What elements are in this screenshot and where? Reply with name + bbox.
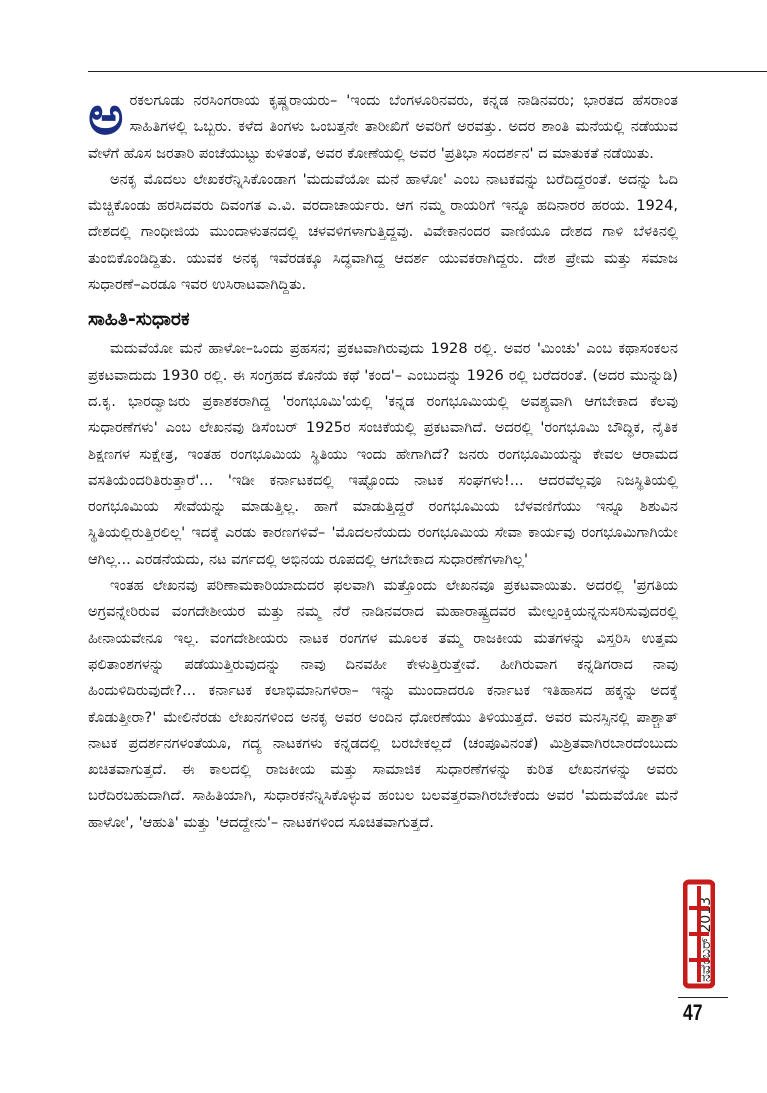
section-heading: ಸಾಹಿತಿ-ಸುಧಾರಕ: [88, 308, 190, 331]
masthead-logo: [683, 878, 715, 990]
intro-text: ರಕಲಗೂಡು ನರಸಿಂಗರಾಯ ಕೃಷ್ಣರಾಯರು– 'ಇಂದು ಬೆಂಗಳೂರಿನವರು, ಕನ್ನಡ ನಾಡಿನವರು; ಭಾರತದ ಹೆಸರಾಂತ ಸಾಹಿತಿಗಳಲ್ಲಿ ಒಬ್ಬರು. ಕಳೆದ ತಿಂಗಳು ಒಂಬತ್ತನೇ ತಾರೀಖಿಗೆ ಅವರಿಗೆ ಅರವತ್ತು. ಅದರ ಶಾಂತಿ ಮನೆಯಲ್ಲಿ ನಡೆಯುವ ವೇಳೆಗೆ ಹೊಸ ಜರತಾರಿ ಪಂಚೆಯುಟ್ಟು ಕುಳಿತಂತೆ, ಅವರ ಕೋಣೆಯಲ್ಲಿ ಅವರ 'ಪ್ರತಿಭಾ ಸಂದರ್ಶನ' ದ ಮಾತುಕತೆ ನಡೆಯಿತು.: [88, 92, 678, 162]
page-number-rule: [678, 997, 728, 998]
article-paragraph-intro: [88, 83, 678, 167]
magazine-masthead: [683, 878, 715, 990]
article-body: [88, 83, 678, 836]
top-rule: [88, 71, 767, 72]
issue-date: ನವೆಂಬರ್ 2013: [698, 896, 714, 982]
article-paragraph: ಅನಕೃ ಮೊದಲು ಲೇಖಕರೆನ್ನಿಸಿಕೊಂಡಾಗ 'ಮದುವೆಯೋ ಮನೆ ಹಾಳೋ' ಎಂಬ ನಾಟಕವನ್ನು ಬರೆದಿದ್ದರಂತೆ. ಅದನ್ನು ಓದಿ ಮೆಚ್ಚಿಕೊಂಡು ಹರಸಿದವರು ದಿವಂಗತ ಎ.ವಿ. ವರದಾಚಾರ್ಯರು. ಆಗ ನಮ್ಮ ರಾಯರಿಗೆ ಇನ್ನೂ ಹದಿನಾರರ ಹರಯ. 1924, ದೇಶದಲ್ಲಿ ಗಾಂಧೀಜಿಯ ಮುಂದಾಳುತನದಲ್ಲಿ ಚಳವಳಿಗಳಾಗುತ್ತಿದ್ದವು. ವಿವೇಕಾನಂದರ ವಾಣಿಯೂ ದೇಶದ ಗಾಳಿ ಬೆಳಕಿನಲ್ಲಿ ತುಂಬಿಕೊಂಡಿದ್ದಿತು. ಯುವಕ ಅನಕೃ ಇವೆರಡಕ್ಕೂ ಸಿದ್ಧವಾಗಿದ್ದ ಆದರ್ಶ ಯುವಕರಾಗಿದ್ದರು. ದೇಶ ಪ್ರೇಮ ಮತ್ತು ಸಮಾಜ ಸುಧಾರಣೆ–ಎರಡೂ ಇವರ ಉಸಿರಾಟವಾಗಿದ್ದಿತು.: [88, 170, 678, 294]
drop-cap: ಅ: [88, 83, 124, 147]
page-number: 47: [683, 1000, 703, 1025]
section-paragraph: ಇಂತಹ ಲೇಖನವು ಪರಿಣಾಮಕಾರಿಯಾದುದರ ಫಲವಾಗಿ ಮತ್ತೊಂದು ಲೇಖನವೂ ಪ್ರಕಟವಾಯಿತು. ಅದರಲ್ಲಿ 'ಪ್ರಗತಿಯ ಅಗ್ರವನ್ನೇರಿರುವ ವಂಗದೇಶೀಯರ ಮತ್ತು ನಮ್ಮ ನೆರೆ ನಾಡಿನವರಾದ ಮಹಾರಾಷ್ಟ್ರದವರ ಮೇಲ್ಪಂಕ್ತಿಯನ್ನನುಸರಿಸುವುದರಲ್ಲಿ ಹೀನಾಯವೇನೂ ಇಲ್ಲ. ವಂಗದೇಶೀಯರು ನಾಟಕ ರಂಗಗಳ ಮೂಲಕ ತಮ್ಮ ರಾಜಕೀಯ ಮತಗಳನ್ನು ವಿಸ್ತರಿಸಿ ಉತ್ತಮ ಫಲಿತಾಂಶಗಳನ್ನು ಪಡೆಯುತ್ತಿರುವುದನ್ನು ನಾವು ದಿನವಹೀ ಕೇಳುತ್ತಿರುತ್ತೇವೆ. ಹೀಗಿರುವಾಗ ಕನ್ನಡಿಗರಾದ ನಾವು ಹಿಂದುಳಿದಿರುವುದೇ?... ಕರ್ನಾಟಕ ಕಲಾಭಿಮಾನಿಗಳಿರಾ– ಇನ್ನು ಮುಂದಾದರೂ ಕರ್ನಾಟಕ ಇತಿಹಾಸದ ಹಕ್ಕನ್ನು ಅದಕ್ಕೆ ಕೊಡುತ್ತೀರಾ?' ಮೇಲಿನೆರಡು ಲೇಖನಗಳಿಂದ ಅನಕೃ ಅವರ ಅಂದಿನ ಧೋರಣೆಯು ತಿಳಿಯುತ್ತದೆ. ಅವರ ಮನಸ್ಸಿನಲ್ಲಿ ಪಾಶ್ಚಾತ್ ನಾಟಕ ಪ್ರದರ್ಶನಗಳಂತೆಯೂ, ಗದ್ಯ ನಾಟಕಗಳು ಕನ್ನಡದಲ್ಲಿ ಬರಬೇಕಲ್ಲದೆ (ಚಂಪೂವಿನಂತೆ) ಮಿಶ್ರಿತವಾಗಿರಬಾರದೆಂಬುದು ಖಚಿತವಾಗುತ್ತದೆ. ಈ ಕಾಲದಲ್ಲಿ ರಾಜಕೀಯ ಮತ್ತು ಸಾಮಾಜಿಕ ಸುಧಾರಣೆಗಳನ್ನು ಕುರಿತ ಲೇಖನಗಳನ್ನು ಅವರು ಬರೆದಿರಬಹುದಾಗಿದೆ. ಸಾಹಿತಿಯಾಗಿ, ಸುಧಾರಕನೆನ್ನಿಸಿಕೊಳ್ಳುವ ಹಂಬಲ ಬಲವತ್ತರವಾಗಿರಬೇಕೆಂದು ಅವರ 'ಮದುವೆಯೋ ಮನೆ ಹಾಳೋ', 'ಆಹುತಿ' ಮತ್ತು 'ಆದದ್ದೇನು'– ನಾಟಕಗಳಿಂದ ಸೂಚಿತವಾಗುತ್ತದೆ.: [88, 577, 678, 831]
masthead-logo-shapes: [685, 882, 713, 986]
section-paragraph: ಮದುವೆಯೋ ಮನೆ ಹಾಳೋ–ಒಂದು ಪ್ರಹಸನ; ಪ್ರಕಟವಾಗಿರುವುದು 1928 ರಲ್ಲಿ. ಅವರ 'ಮಿಂಚು' ಎಂಬ ಕಥಾಸಂಕಲನ ಪ್ರಕಟವಾದುದು 1930 ರಲ್ಲಿ. ಈ ಸಂಗ್ರಹದ ಕೊನೆಯ ಕಥೆ 'ಕಂದ'– ಎಂಬುದನ್ನು 1926 ರಲ್ಲಿ ಬರೆದರಂತೆ. (ಅದರ ಮುನ್ನುಡಿ) ದ.ಕೃ. ಭಾರದ್ವಾಜರು ಪ್ರಕಾಶಕರಾಗಿದ್ದ 'ರಂಗಭೂಮಿ'ಯಲ್ಲಿ 'ಕನ್ನಡ ರಂಗಭೂಮಿಯಲ್ಲಿ ಅವಶ್ಯವಾಗಿ ಆಗಬೇಕಾದ ಕೆಲವು ಸುಧಾರಣೆಗಳು' ಎಂಬ ಲೇಖನವು ಡಿಸೆಂಬರ್ 1925ರ ಸಂಚಿಕೆಯಲ್ಲಿ ಪ್ರಕಟವಾಗಿದೆ. ಅದರಲ್ಲಿ 'ರಂಗಭೂಮಿ ಬೌದ್ಧಿಕ, ನೈತಿಕ ಶಿಕ್ಷಣಗಳ ಸುಕ್ಷೇತ್ರ, ಇಂತಹ ರಂಗಭೂಮಿಯ ಸ್ಥಿತಿಯು ಇಂದು ಹೇಗಾಗಿದೆ? ಜನರು ರಂಗಭೂಮಿಯನ್ನು ಕೇವಲ ಆರಾಮದ ವಸತಿಯೆಂದರಿತಿರುತ್ತಾರೆ'... 'ಇಡೀ ಕರ್ನಾಟಕದಲ್ಲಿ ಇಷ್ಟೊಂದು ನಾಟಕ ಸಂಘಗಳು!... ಆದರವೆಲ್ಲವೂ ನಿಜಸ್ಥಿತಿಯಲ್ಲಿ ರಂಗಭೂಮಿಯ ಸೇವೆಯನ್ನು ಮಾಡುತ್ತಿಲ್ಲ. ಹಾಗೆ ಮಾಡುತ್ತಿದ್ದರೆ ರಂಗಭೂಮಿಯ ಬೆಳವಣಿಗೆಯು ಇನ್ನೂ ಶಿಶುವಿನ ಸ್ಥಿತಿಯಲ್ಲಿರುತ್ತಿರಲಿಲ್ಲ' ಇದಕ್ಕೆ ಎರಡು ಕಾರಣಗಳಿವೆ– 'ಮೊದಲನೆಯದು ರಂಗಭೂಮಿಯ ಸೇವಾ ಕಾರ್ಯವು ರಂಗಭೂಮಿಗಾಗಿಯೇ ಆಗಿಲ್ಲ... ಎರಡನೆಯದು, ನಟ ವರ್ಗದಲ್ಲಿ ಅಭಿನಯ ರೂಪದಲ್ಲಿ ಆಗಬೇಕಾದ ಸುಧಾರಣೆಗಳಾಗಿಲ್ಲ': [88, 340, 678, 568]
